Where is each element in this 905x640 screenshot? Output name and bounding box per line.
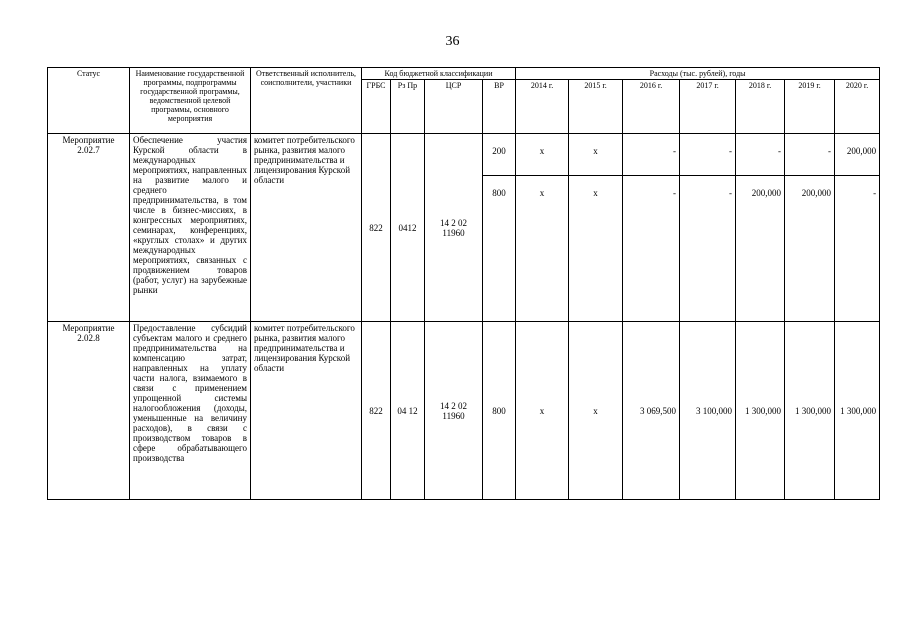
- row-status: Мероприятие 2.02.8: [48, 322, 130, 500]
- header-year: 2020 г.: [835, 80, 880, 134]
- row-value: 3 100,000: [680, 322, 736, 500]
- header-year: 2014 г.: [516, 80, 569, 134]
- header-vr: ВР: [483, 80, 516, 134]
- row-name: Предоставление субсидий субъектам малого и среднего предпринимательства на компенсацию затрат, направленных на уплату части налога, взимаемого в связи с применением упрощенной системы налогообложения (доходы, уменьшенные на величину расходов), в связи с производством товаров в сфере обрабатывающего производства: [130, 322, 251, 500]
- row-value: х: [569, 322, 623, 500]
- row-value: -: [835, 176, 880, 322]
- row-rzpr: 0412: [391, 134, 425, 322]
- header-year: 2015 г.: [569, 80, 623, 134]
- row-value: 200,000: [835, 134, 880, 176]
- table-row: [48, 322, 880, 500]
- row-rzpr: 04 12: [391, 322, 425, 500]
- row-csr: 14 2 02 11960: [425, 322, 483, 500]
- row-value: 3 069,500: [623, 322, 680, 500]
- row-csr: 14 2 02 11960: [425, 134, 483, 322]
- row-responsible: комитет потребительского рынка, развития малого предпринимательства и лицензирования Курской области: [251, 322, 362, 500]
- table-row: [48, 134, 880, 176]
- header-budget-code: Код бюджетной классификации: [362, 68, 516, 80]
- row-value: -: [680, 134, 736, 176]
- row-vr: 800: [483, 176, 516, 322]
- row-value: х: [569, 176, 623, 322]
- row-vr: 800: [483, 322, 516, 500]
- row-value: х: [516, 134, 569, 176]
- row-value: х: [516, 176, 569, 322]
- header-name: Наименование государственной программы, подпрограммы государственной программы, ведомственной целевой программы, основного мероприятия: [130, 68, 251, 134]
- row-value: 1 300,000: [785, 322, 835, 500]
- page-number: 36: [445, 34, 460, 49]
- row-value: х: [569, 134, 623, 176]
- header-rzpr: Рз Пр: [391, 80, 425, 134]
- header-year: 2016 г.: [623, 80, 680, 134]
- row-name: Обеспечение участия Курской области в международных мероприятиях, направленных на развитие малого и среднего предпринимательства, в том числе в бизнес-миссиях, в конгрессных мероприятиях, семинарах, конференциях, «круглых столах» и других международных мероприятиях, связанных с продвижением товаров (работ, услуг) на зарубежные рынки: [130, 134, 251, 322]
- row-value: 200,000: [736, 176, 785, 322]
- header-expenses: Расходы (тыс. рублей), годы: [516, 68, 880, 80]
- header-year: 2019 г.: [785, 80, 835, 134]
- header-status: Статус: [48, 68, 130, 134]
- row-grbs: 822: [362, 134, 391, 322]
- row-value: -: [785, 134, 835, 176]
- header-csr: ЦСР: [425, 80, 483, 134]
- row-value: -: [623, 176, 680, 322]
- header-year: 2017 г.: [680, 80, 736, 134]
- header-responsible: Ответственный исполнитель, соисполнители, участники: [251, 68, 362, 134]
- row-value: 1 300,000: [736, 322, 785, 500]
- row-value: 1 300,000: [835, 322, 880, 500]
- row-grbs: 822: [362, 322, 391, 500]
- row-value: -: [623, 134, 680, 176]
- header-year: 2018 г.: [736, 80, 785, 134]
- row-responsible: комитет потребительского рынка, развития малого предпринимательства и лицензирования Курской области: [251, 134, 362, 322]
- row-vr: 200: [483, 134, 516, 176]
- budget-table: [47, 67, 880, 500]
- row-status: Мероприятие 2.02.7: [48, 134, 130, 322]
- row-value: -: [680, 176, 736, 322]
- header-grbs: ГРБС: [362, 80, 391, 134]
- row-value: 200,000: [785, 176, 835, 322]
- row-value: -: [736, 134, 785, 176]
- row-value: х: [516, 322, 569, 500]
